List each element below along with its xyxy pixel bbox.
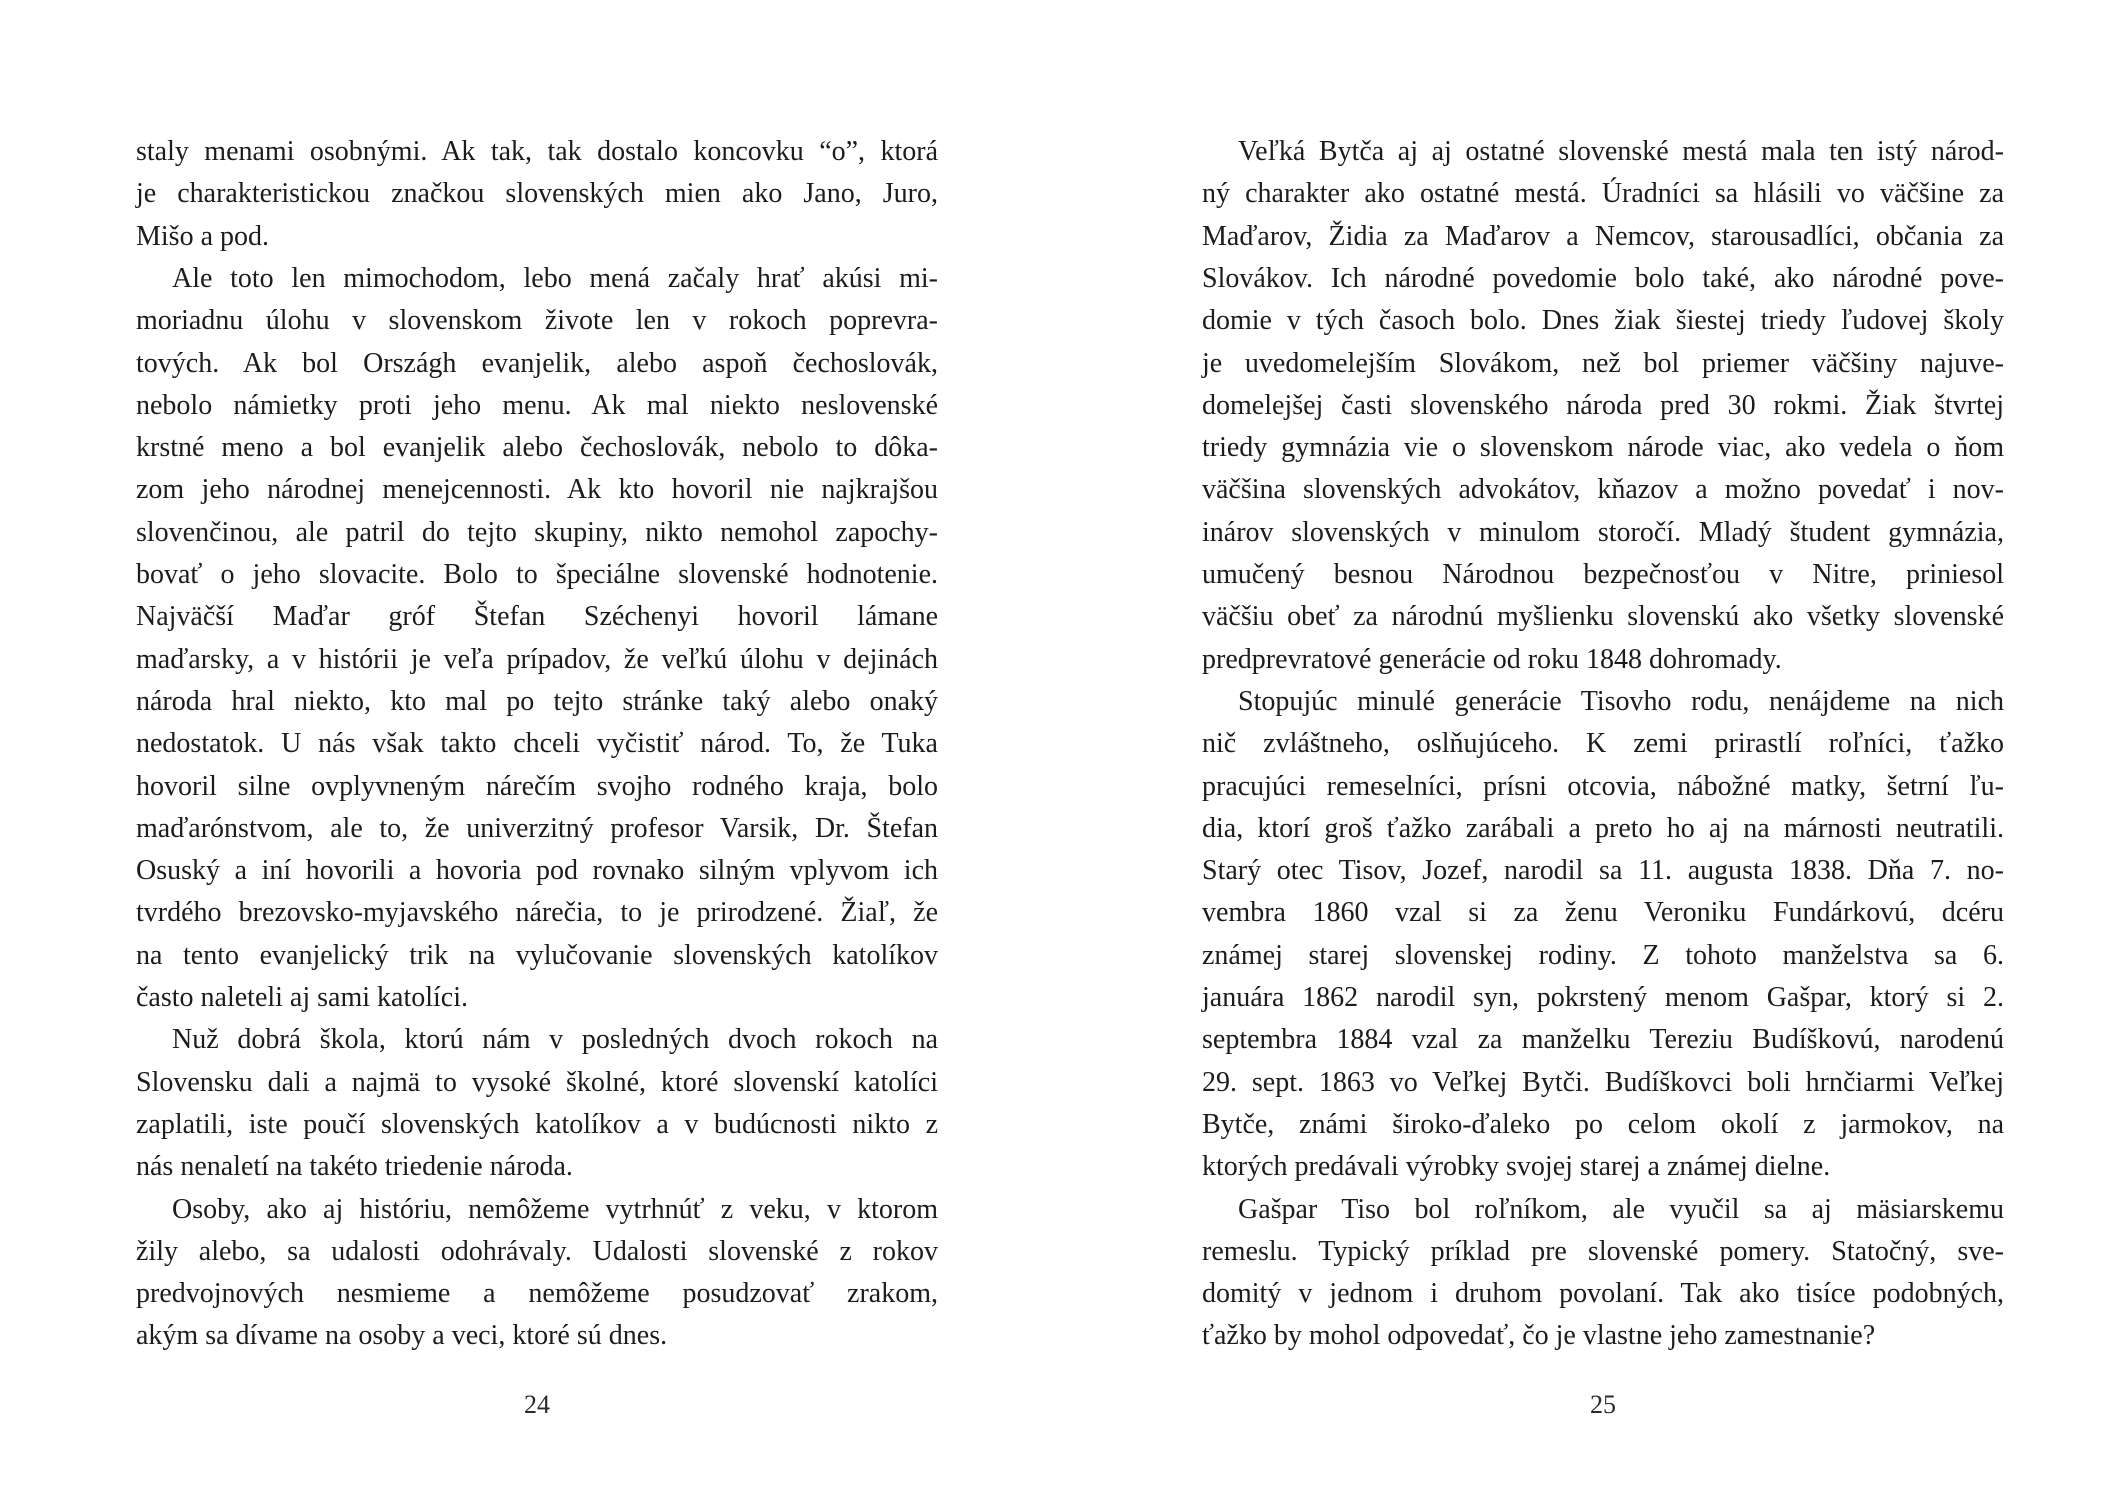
text-line: vembra 1860 vzal si za ženu Veroniku Fundárkovú, dcéru [1202, 897, 2004, 929]
page-number: 24 [524, 1390, 550, 1419]
text-line: Nuž dobrá škola, ktorú nám v posledných dvoch rokoch na [172, 1024, 938, 1056]
text-line: hovoril silne ovplyvneným nárečím svojho rodného kraja, bolo [136, 770, 938, 802]
text-line: na tento evanjelický trik na vylučovanie slovenských katolíkov [136, 939, 938, 971]
text-line: Mišo a pod. [136, 220, 269, 252]
text-line: národa hral niekto, kto mal po tejto stránke taký alebo onaký [136, 685, 938, 717]
text-line: domie v tých časoch bolo. Dnes žiak šiestej triedy ľudovej školy [1202, 305, 2004, 337]
text-line: nedostatok. U nás však takto chceli vyčistiť národ. To, že Tuka [136, 728, 938, 760]
text-line: známej starej slovenskej rodiny. Z tohoto manželstva sa 6. [1202, 939, 2004, 971]
text-line: tvrdého brezovsko-myjavského nárečia, to je prirodzené. Žiaľ, že [136, 897, 938, 929]
text-line: septembra 1884 vzal za manželku Tereziu Budíškovú, narodenú [1202, 1024, 2004, 1056]
text-line: je uvedomelejším Slovákom, než bol priemer väčšiny najuve- [1202, 347, 2004, 379]
text-line: pracujúci remeselníci, prísni otcovia, nábožné matky, šetrní ľu- [1202, 770, 2004, 802]
text-line: nebolo námietky proti jeho menu. Ak mal niekto neslovenské [136, 389, 938, 421]
text-line: domelejšej časti slovenského národa pred 30 rokmi. Žiak štvrtej [1202, 389, 2004, 421]
text-line: Ale toto len mimochodom, lebo mená začaly hrať akúsi mi- [172, 262, 938, 294]
text-line: umučený besnou Národnou bezpečnosťou v Nitre, priniesol [1202, 559, 2004, 590]
page-number: 25 [1590, 1390, 1616, 1419]
text-line: 29. sept. 1863 vo Veľkej Bytči. Budíškovci boli hrnčiarmi Veľkej [1202, 1066, 2004, 1098]
text-line: často naleteli aj sami katolíci. [136, 982, 468, 1013]
text-line: maďarónstvom, ale to, že univerzitný profesor Varsik, Dr. Štefan [136, 812, 938, 844]
text-line: Starý otec Tisov, Jozef, narodil sa 11. augusta 1838. Dňa 7. no- [1202, 855, 2004, 887]
text-line: krstné meno a bol evanjelik alebo čechoslovák, nebolo to dôka- [136, 432, 938, 464]
text-line: akým sa dívame na osoby a veci, ktoré sú dnes. [136, 1320, 668, 1352]
right-page [1202, 130, 2004, 1470]
text-line: Maďarov, Židia za Maďarov a Nemcov, starousadlíci, občania za [1202, 220, 2004, 252]
text-line: bovať o jeho slovacite. Bolo to špeciálne slovenské hodnotenie. [136, 559, 938, 590]
text-line: Veľká Bytča aj aj ostatné slovenské mestá mala ten istý národ- [1238, 136, 2004, 167]
text-line: nás nenaletí na takéto triedenie národa. [136, 1151, 573, 1183]
text-line: Slovensku dali a najmä to vysoké školné, ktoré slovenskí katolíci [136, 1066, 938, 1098]
text-line: staly menami osobnými. Ak tak, tak dostalo koncovku “o”, ktorá [136, 136, 938, 167]
text-line: maďarsky, a v histórii je veľa prípadov, že veľkú úlohu v dejinách [136, 643, 938, 675]
text-line: väčšina slovenských advokátov, kňazov a možno povedať i nov- [1202, 474, 2004, 506]
text-line: predprevratové generácie od roku 1848 dohromady. [1202, 643, 1782, 675]
text-line: ťažko by mohol odpovedať, čo je vlastne jeho zamestnanie? [1202, 1320, 1876, 1352]
text-line: dia, ktorí groš ťažko zarábali a preto ho aj na márnosti neutratili. [1202, 812, 2004, 844]
text-line: zaplatili, iste poučí slovenských katolíkov a v budúcnosti nikto z [136, 1108, 938, 1140]
left-page [136, 130, 938, 1470]
text-line: Stopujúc minulé generácie Tisovho rodu, nenájdeme na nich [1238, 685, 2004, 717]
text-line: januára 1862 narodil syn, pokrstený menom Gašpar, ktorý si 2. [1202, 982, 2004, 1013]
text-line: inárov slovenských v minulom storočí. Mladý študent gymnázia, [1202, 516, 2004, 548]
text-line: zom jeho národnej menejcennosti. Ak kto hovoril nie najkrajšou [136, 474, 938, 506]
text-line: Gašpar Tiso bol roľníkom, ale vyučil sa aj mäsiarskemu [1238, 1193, 2004, 1225]
text-line: predvojnových nesmieme a nemôžeme posudzovať zrakom, [136, 1278, 938, 1310]
text-line: žily alebo, sa udalosti odohrávaly. Udalosti slovenské z rokov [136, 1235, 938, 1267]
text-line: ktorých predávali výrobky svojej starej a známej dielne. [1202, 1151, 1831, 1183]
text-line: remeslu. Typický príklad pre slovenské pomery. Statočný, sve- [1202, 1235, 2004, 1267]
text-line: moriadnu úlohu v slovenskom živote len v rokoch poprevra- [136, 305, 938, 337]
text-line: slovenčinou, ale patril do tejto skupiny, nikto nemohol zapochy- [136, 516, 938, 548]
text-line: väčšiu obeť za národnú myšlienku slovenskú ako všetky slovenské [1202, 601, 2004, 633]
text-line: je charakteristickou značkou slovenských mien ako Jano, Juro, [136, 178, 938, 210]
text-line: nič zvláštneho, oslňujúceho. K zemi prirastlí roľníci, ťažko [1202, 728, 2004, 760]
text-line: Osoby, ako aj históriu, nemôžeme vytrhnúť z veku, v ktorom [172, 1193, 938, 1225]
text-line: Osuský a iní hovorili a hovoria pod rovnako silným vplyvom ich [136, 855, 938, 887]
text-line: tových. Ak bol Országh evanjelik, alebo aspoň čechoslovák, [136, 347, 938, 379]
text-line: domitý v jednom i druhom povolaní. Tak ako tisíce podobných, [1202, 1278, 2004, 1310]
text-line: Najväčší Maďar gróf Štefan Széchenyi hovoril lámane [136, 601, 938, 633]
text-line: ný charakter ako ostatné mestá. Úradníci sa hlásili vo väčšine za [1202, 178, 2004, 210]
text-line: Slovákov. Ich národné povedomie bolo také, ako národné pove- [1202, 262, 2004, 294]
text-line: triedy gymnázia vie o slovenskom národe viac, ako vedela o ňom [1202, 432, 2004, 464]
text-line: Bytče, známi široko-ďaleko po celom okolí z jarmokov, na [1202, 1108, 2004, 1140]
